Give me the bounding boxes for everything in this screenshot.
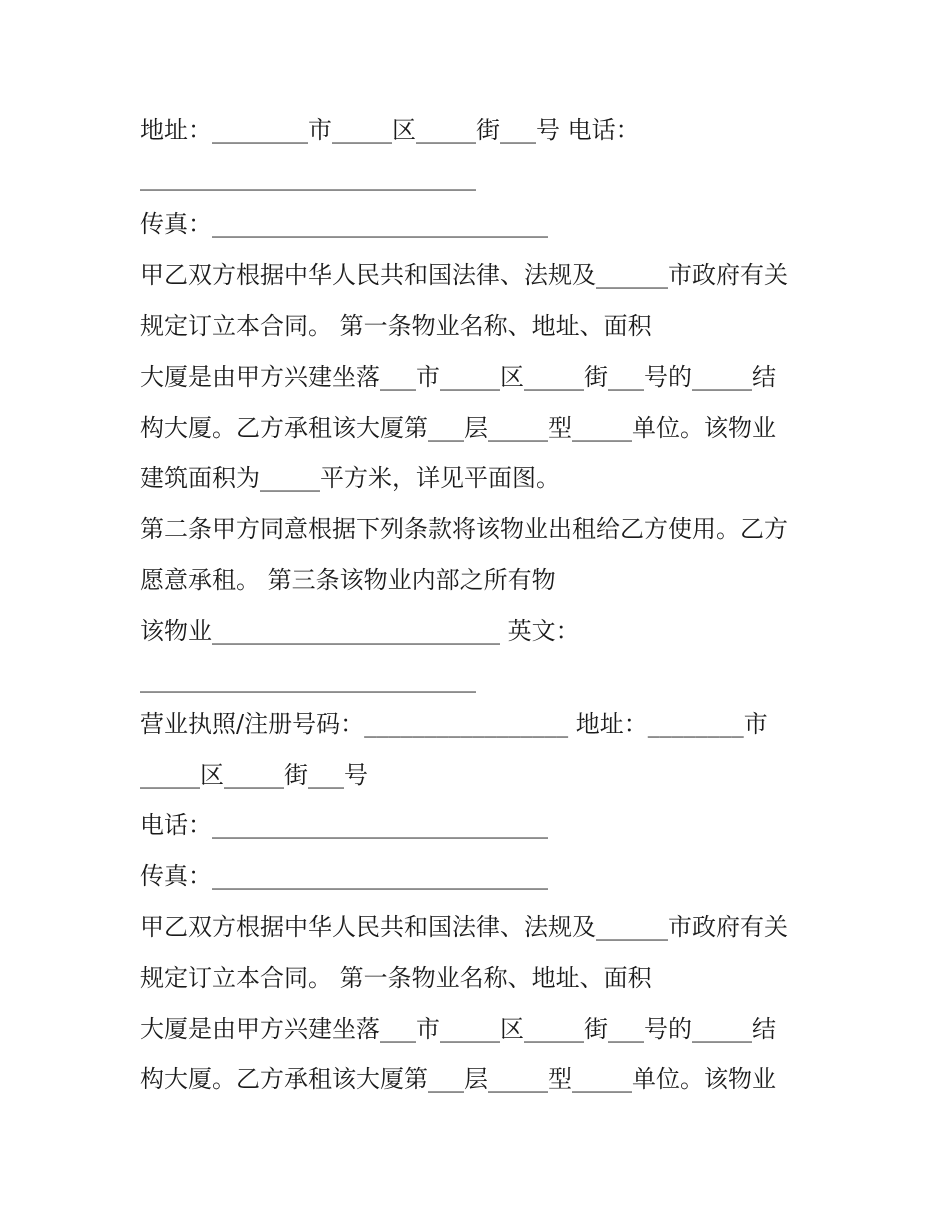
business-license-line: 营业执照/注册号码：_________________ 地址：________市	[140, 710, 768, 738]
article-two-line: 第二条甲方同意根据下列条款将该物业出租给乙方使用。乙方	[140, 515, 788, 543]
fax-line: 传真：____________________________	[140, 210, 548, 238]
preamble-line-2: 甲乙双方根据中华人民共和国法律、法规及______市政府有关	[140, 913, 788, 941]
article-three-heading-line: 愿意承租。 第三条该物业内部之所有物	[140, 566, 556, 594]
property-name-line: 该物业________________________ 英文：	[140, 617, 580, 645]
article-one-heading-line: 规定订立本合同。 第一条物业名称、地址、面积	[140, 312, 652, 340]
article-one-heading-line-2: 规定订立本合同。 第一条物业名称、地址、面积	[140, 964, 652, 992]
building-unit-line-2: 构大厦。乙方承租该大厦第___层_____型_____单位。该物业	[140, 1065, 776, 1093]
building-location-line: 大厦是由甲方兴建坐落___市_____区_____街___号的_____结	[140, 363, 776, 391]
phone-blank-line: ____________________________	[140, 163, 476, 191]
building-location-line-2: 大厦是由甲方兴建坐落___市_____区_____街___号的_____结	[140, 1015, 776, 1043]
phone-line: 电话：____________________________	[140, 811, 548, 839]
english-name-blank-line: ____________________________	[140, 665, 476, 693]
fax-line-2: 传真：____________________________	[140, 862, 548, 890]
address-continuation-line: _____区_____街___号	[140, 761, 368, 789]
floor-area-line: 建筑面积为_____平方米，详见平面图。	[140, 464, 560, 492]
preamble-line: 甲乙双方根据中华人民共和国法律、法规及______市政府有关	[140, 261, 788, 289]
address-phone-line: 地址：________市_____区_____街___号 电话：	[140, 116, 640, 144]
building-unit-line: 构大厦。乙方承租该大厦第___层_____型_____单位。该物业	[140, 414, 776, 442]
